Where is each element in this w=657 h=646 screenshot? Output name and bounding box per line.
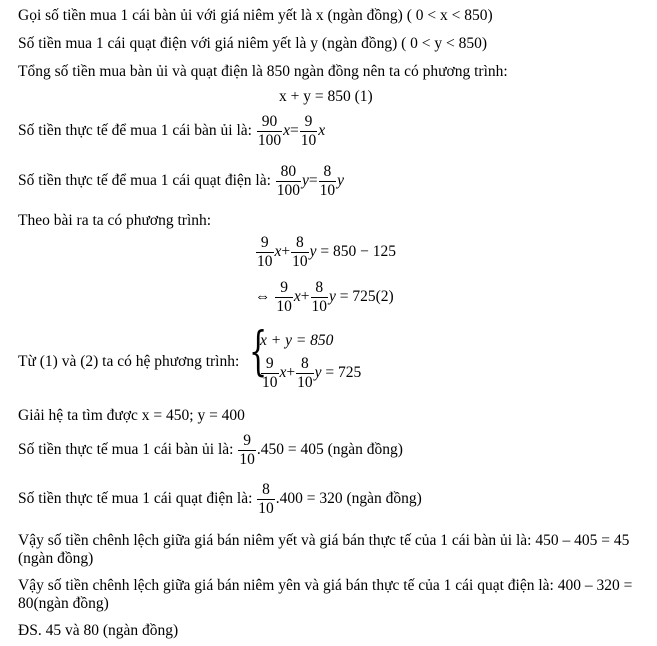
line-result-fan	[18, 481, 422, 518]
line-actual-fan-price	[18, 163, 344, 200]
line-actual-iron-price	[18, 113, 325, 150]
line-solution: Giải hệ ta tìm được x = 450; y = 400	[18, 407, 245, 424]
numerator: 9	[261, 355, 279, 374]
equation-a	[255, 234, 396, 271]
var-y: y	[329, 287, 336, 305]
denominator: 10	[258, 499, 274, 517]
line-difference-iron: Vậy số tiền chênh lệch giữa giá bán niêm yết và giá bán thực tế của 1 cái bàn ủi là: 450 – 405 = 45 (ngàn đồng)	[18, 532, 630, 567]
label-text: Số tiền thực tế để mua 1 cái quạt điện là:	[18, 171, 271, 189]
numerator: 8	[311, 279, 329, 298]
fraction-9-10	[238, 432, 256, 469]
line-difference-fan: Vậy số tiền chênh lệch giữa giá bán niêm yên và giá bán thực tế của 1 cái quạt điện là: 400 – 320 = 80(ngàn đồng)	[18, 577, 633, 612]
numerator: 8	[296, 355, 314, 374]
equation-b	[255, 279, 394, 316]
var-x: x	[283, 121, 290, 139]
denominator: 10	[239, 450, 255, 468]
denominator: 10	[276, 297, 292, 315]
numerator: 9	[275, 279, 293, 298]
fraction-8-10	[291, 234, 309, 271]
numerator: 80	[276, 163, 301, 182]
denominator: 100	[257, 131, 282, 149]
fraction-8-10	[257, 481, 275, 518]
var-x: x	[274, 242, 282, 260]
line-answer: ĐS. 45 và 80 (ngàn đồng)	[18, 622, 179, 639]
result-value: .450 = 405 (ngàn đồng)	[256, 440, 403, 458]
denominator: 10	[297, 373, 313, 391]
var-x: x	[279, 363, 287, 381]
fraction-9-10	[275, 279, 293, 316]
fraction-80-100	[276, 163, 301, 200]
line-let-y: Số tiền mua 1 cái quạt điện với giá niêm yết là y (ngàn đồng) ( 0 < y < 850)	[18, 35, 488, 52]
line-system-intro: Từ (1) và (2) ta có hệ phương trình:	[18, 353, 240, 370]
line-total-statement: Tổng số tiền mua bàn ủi và quạt điện là 850 ngàn đồng nên ta có phương trình:	[18, 63, 508, 80]
label-text: Số tiền thực tế mua 1 cái quạt điện là:	[18, 489, 253, 507]
rhs: = 725(2)	[339, 287, 394, 305]
denominator: 10	[257, 252, 273, 270]
line-equation-intro: Theo bài ra ta có phương trình:	[18, 212, 212, 229]
fraction-8-10	[311, 279, 329, 316]
equals: =	[308, 171, 318, 189]
var-y: y	[309, 242, 317, 260]
numerator: 8	[319, 163, 337, 182]
numerator: 90	[257, 113, 282, 132]
equation-1: x + y = 850 (1)	[279, 88, 373, 105]
denominator: 10	[262, 373, 278, 391]
denominator: 10	[319, 181, 336, 199]
numerator: 8	[257, 481, 275, 500]
fraction-90-100	[257, 113, 282, 150]
fraction-9-10	[256, 234, 274, 271]
fraction-9-10	[300, 113, 318, 150]
numerator: 8	[291, 234, 309, 253]
numerator: 9	[238, 432, 256, 451]
rhs: = 850 − 125	[320, 242, 397, 260]
plus: +	[281, 242, 291, 260]
var-y: y	[314, 363, 322, 381]
label-text: Số tiền thực tế mua 1 cái bàn ủi là:	[18, 440, 234, 458]
system-brace: {	[249, 322, 268, 382]
label-text: Số tiền thực tế để mua 1 cái bàn ủi là:	[18, 121, 252, 139]
denominator: 100	[276, 181, 301, 199]
system-eq2	[260, 355, 361, 392]
numerator: 9	[300, 113, 318, 132]
numerator: 9	[256, 234, 274, 253]
line-result-iron	[18, 432, 403, 469]
var-x: x	[293, 287, 301, 305]
iff-symbol: ⇔	[255, 287, 271, 305]
fraction-8-10	[296, 355, 314, 392]
denominator: 10	[292, 252, 308, 270]
fraction-9-10	[261, 355, 279, 392]
denominator: 10	[300, 131, 317, 149]
system-eq1-text: x + y = 850	[260, 332, 334, 349]
var-y: y	[337, 171, 345, 189]
fraction-8-10	[319, 163, 337, 200]
system-eq1	[260, 332, 333, 350]
var-x: x	[318, 121, 326, 139]
equals: =	[289, 121, 299, 139]
denominator: 10	[311, 297, 328, 315]
var-y: y	[302, 171, 309, 189]
line-let-x: Gọi số tiền mua 1 cái bàn ủi với giá niêm yết là x (ngàn đồng) ( 0 < x < 850)	[18, 7, 493, 24]
rhs: = 725	[325, 363, 362, 381]
result-value: .400 = 320 (ngàn đồng)	[275, 489, 422, 507]
plus: +	[300, 287, 310, 305]
plus: +	[286, 363, 296, 381]
